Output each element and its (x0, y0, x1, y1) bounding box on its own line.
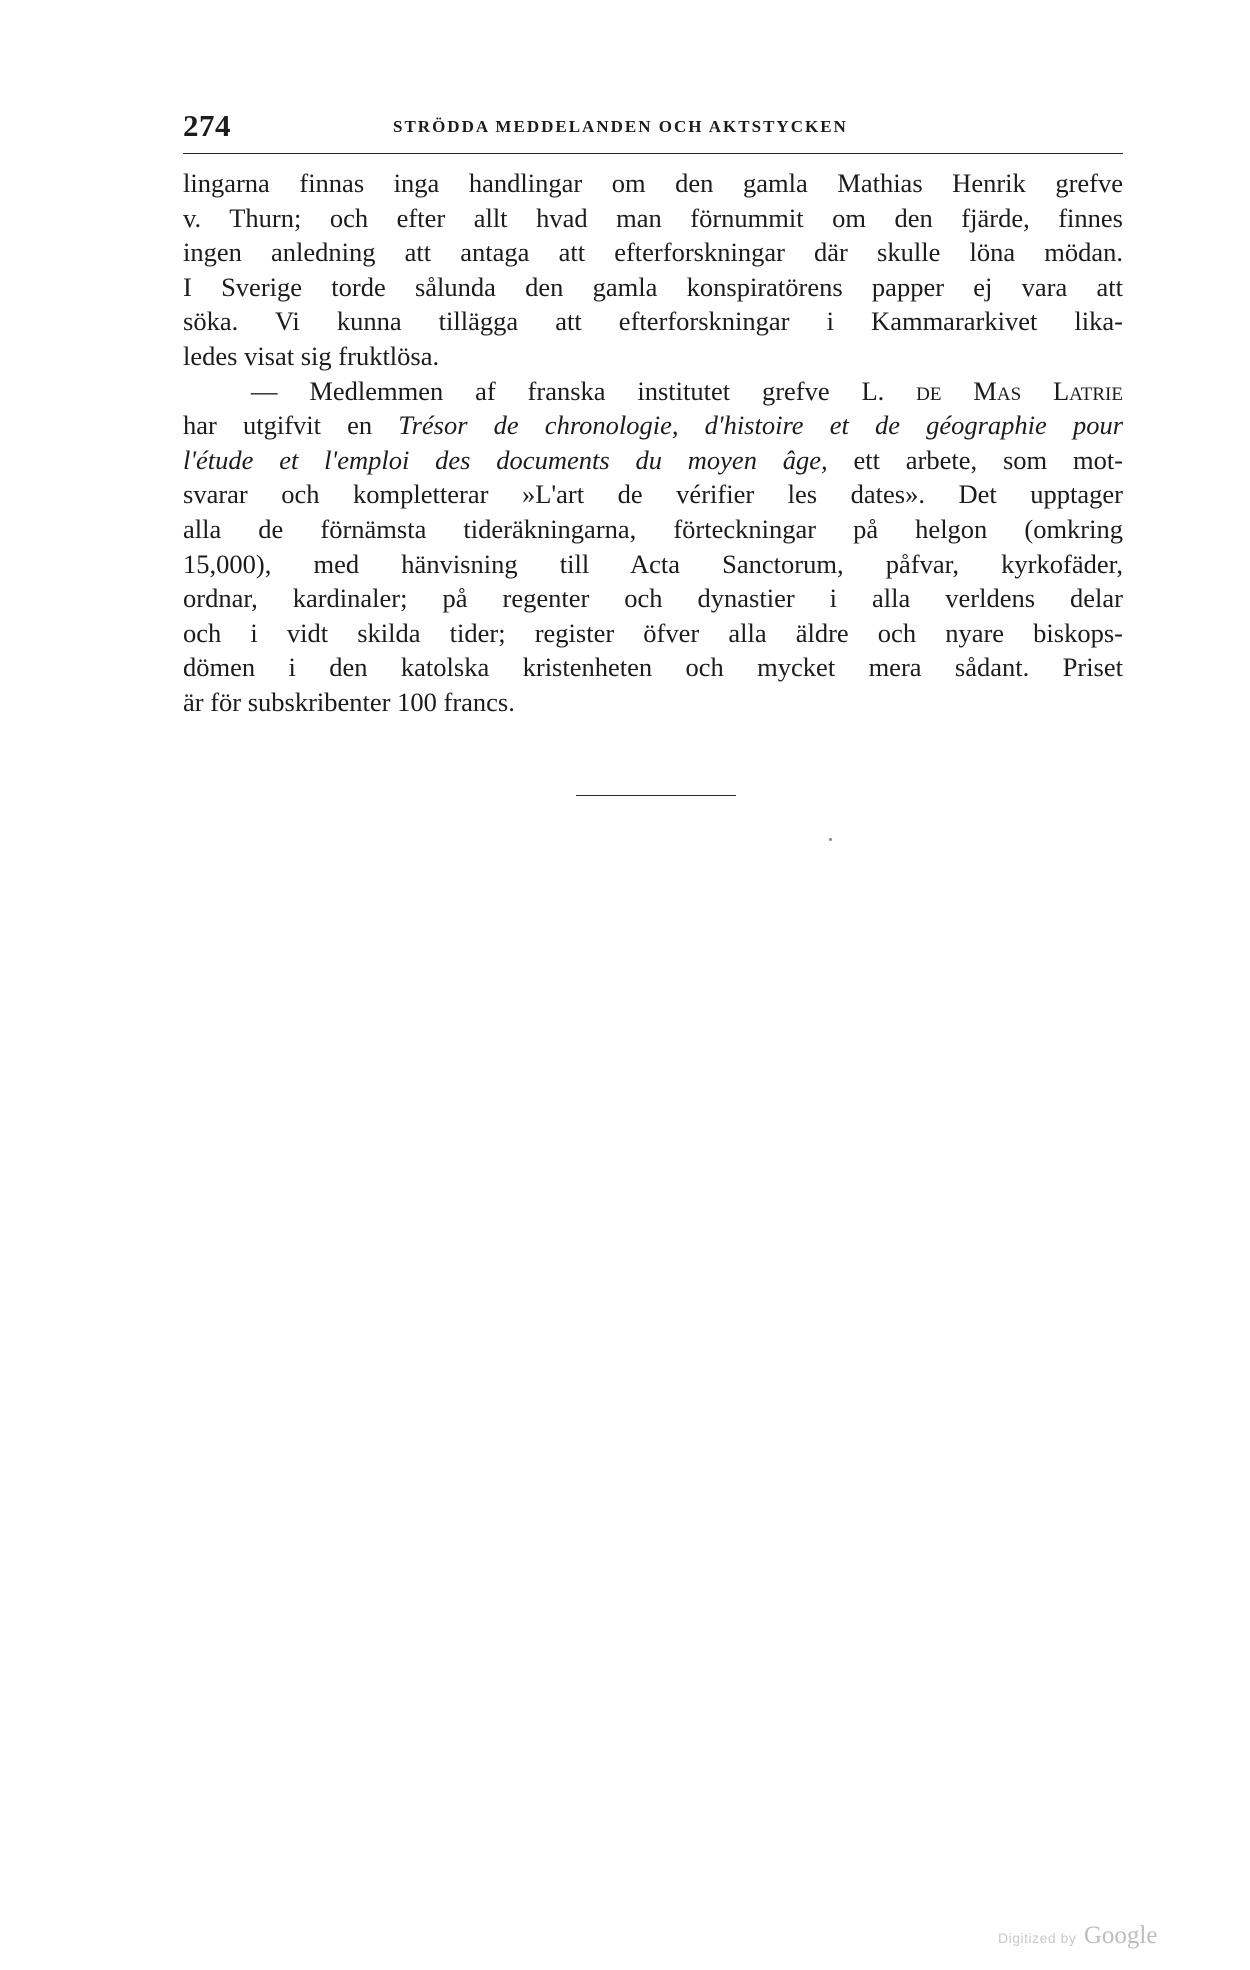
body-text (183, 166, 1123, 720)
watermark-prefix: Digitized by (998, 1930, 1077, 1946)
scan-speck (829, 838, 832, 841)
text-line: lingarna finnas inga handlingar om den gamla Mathias Henrik grefve (183, 168, 1123, 198)
digitization-watermark (998, 1922, 1157, 1950)
running-head: STRÖDDA MEDDELANDEN OCH AKTSTYCKEN (393, 117, 848, 136)
paragraph-opening-line (183, 374, 1123, 409)
section-divider (576, 795, 736, 796)
book-title-part-2: l'étude et l'emploi des documents du moyen âge, (183, 444, 828, 475)
text-line: ingen anledning att antaga att efterforskningar där skulle löna mödan. (183, 237, 1123, 268)
text-line: söka. Vi kunna tillägga att efterforskningar i Kammararkivet lika- (183, 306, 1123, 337)
text-line: 15,000), med hänvisning till Acta Sanctorum, påfvar, kyrkofäder, (183, 548, 1123, 579)
text-line: alla de förnämsta tideräkningarna, förteckningar på helgon (omkring (183, 513, 1123, 544)
text-line: är för subskribenter 100 francs. (183, 686, 515, 717)
text-line: ordnar, kardinaler; på regenter och dynastier i alla verldens delar (183, 583, 1123, 614)
text-line: och i vidt skilda tider; register öfver alla äldre och nyare biskops- (183, 617, 1123, 648)
page-header (183, 106, 1123, 146)
author-name: de Mas Latrie (916, 375, 1123, 406)
text-line (183, 443, 1123, 478)
book-title-part-1: Trésor de chronologie, d'histoire et de géographie pour (398, 410, 1124, 441)
text-line (183, 408, 1123, 443)
text-line: dömen i den katolska kristenheten och mycket mera sådant. Priset (183, 652, 1123, 683)
watermark-brand: Google (1083, 1922, 1158, 1949)
text-run: har utgifvit en (183, 410, 399, 441)
text-run: — Medlemmen af franska institutet grefve L. (251, 375, 917, 406)
text-run: ett arbete, som mot- (827, 444, 1124, 475)
text-line: svarar och kompletterar »L'art de vérifier les dates». Det upptager (183, 479, 1123, 510)
page-number: 274 (183, 108, 231, 143)
header-rule (183, 153, 1123, 154)
text-line: v. Thurn; och efter allt hvad man förnummit om den fjärde, finnes (183, 202, 1123, 233)
text-line: ledes visat sig fruktlösa. (183, 340, 440, 371)
text-line: I Sverige torde sålunda den gamla konspiratörens papper ej vara att (183, 271, 1123, 302)
